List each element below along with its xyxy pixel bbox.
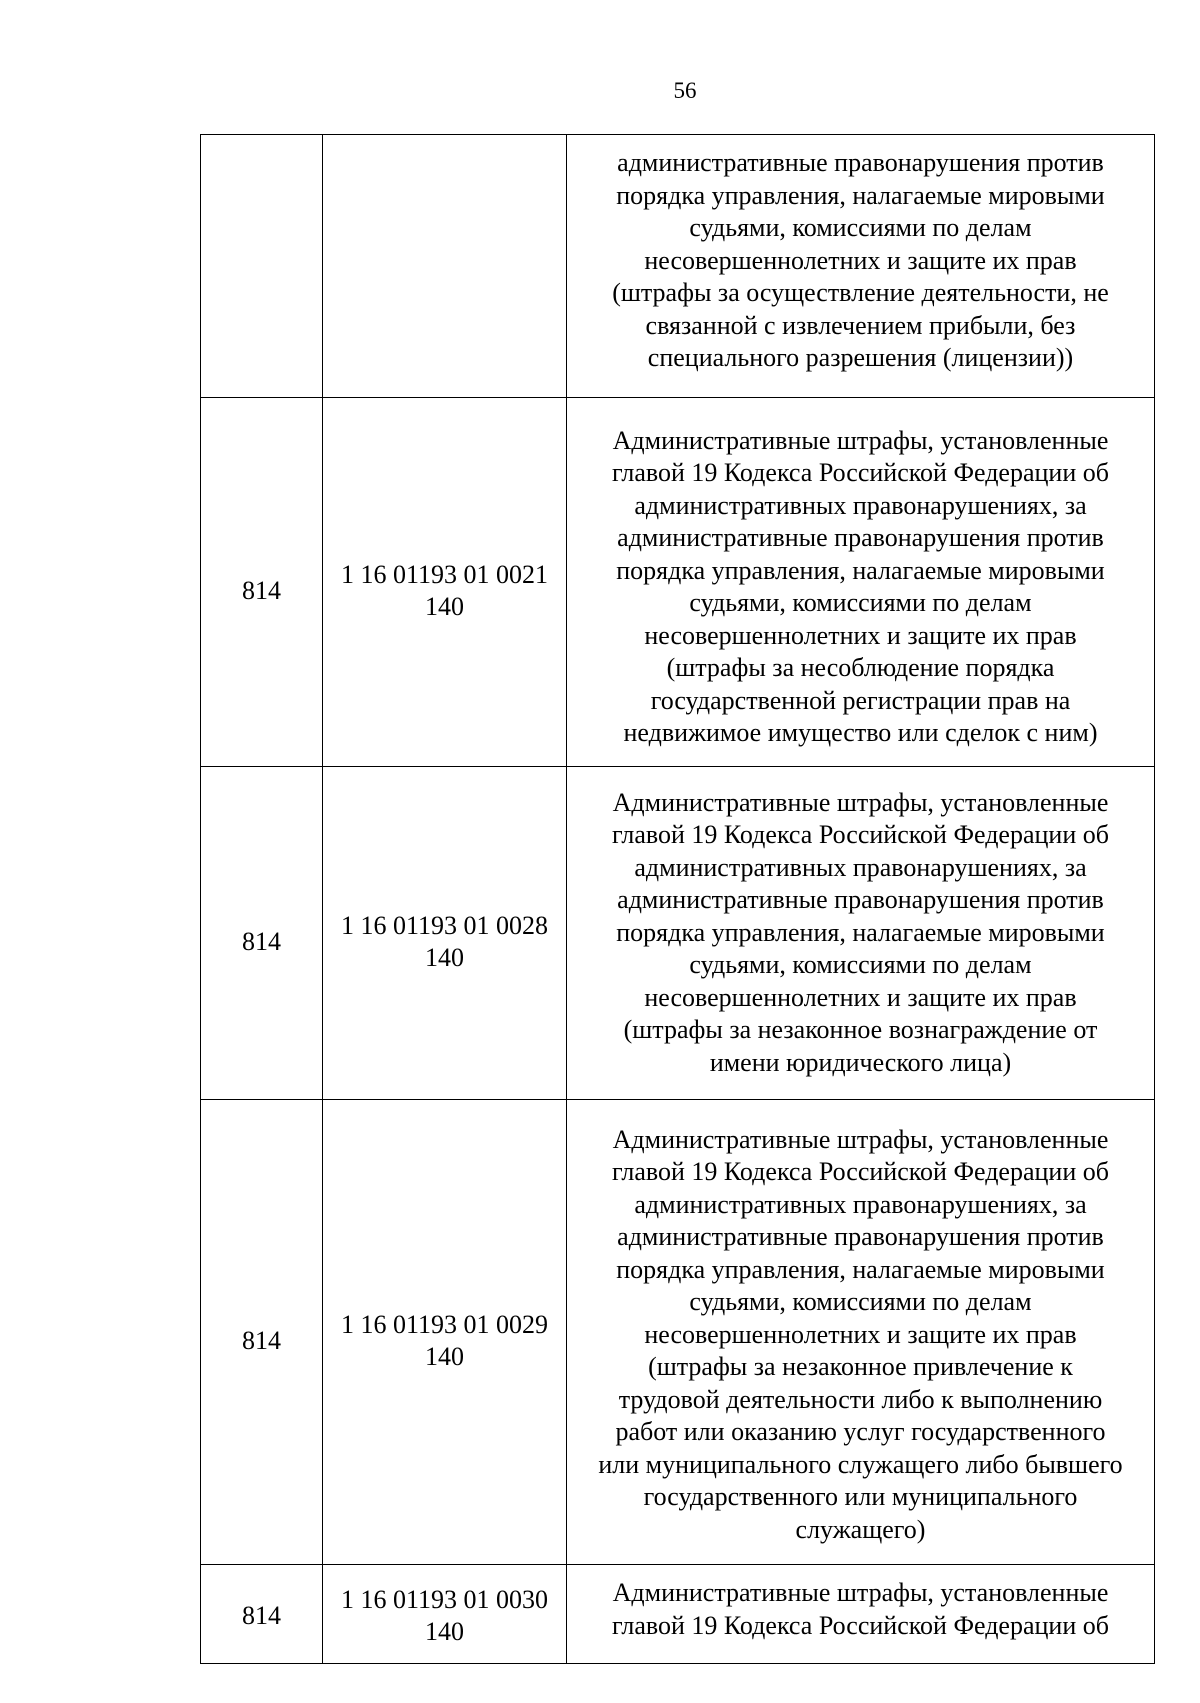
- description-line: (штрафы за незаконное привлечение к: [648, 1352, 1073, 1382]
- budget-code-cell: [323, 1565, 567, 1664]
- description-line: государственной регистрации прав на: [650, 685, 1071, 715]
- budget-code-line: 140: [425, 1342, 464, 1371]
- table-row: [201, 135, 1155, 398]
- description-line: административные правонарушения против: [617, 885, 1104, 915]
- budget-codes-table: [200, 134, 1155, 1664]
- description-line: Административные штрафы, установленные: [612, 1578, 1109, 1607]
- description-line: имени юридического лица): [709, 1047, 1012, 1077]
- budget-code-line: 1 16 01193 01 0030: [340, 1584, 549, 1614]
- description-cell: [567, 1100, 1155, 1565]
- description-line: административных правонарушениях, за: [634, 1189, 1087, 1219]
- admin-code-cell: [201, 135, 323, 398]
- admin-code-cell: 814: [201, 1565, 323, 1664]
- table-row: [201, 1100, 1155, 1565]
- description-line: государственного или муниципального: [643, 1482, 1078, 1512]
- description-line: недвижимое имущество или сделок с ним): [623, 718, 1098, 747]
- description-line: несовершеннолетних и защите их прав: [644, 982, 1077, 1012]
- description-cell: [567, 398, 1155, 767]
- description-line: административные правонарушения против: [617, 148, 1104, 177]
- description-line: Административные штрафы, установленные: [612, 1124, 1109, 1154]
- admin-code-cell: 814: [201, 1100, 323, 1565]
- description-line: главой 19 Кодекса Российской Федерации об: [612, 1610, 1109, 1640]
- description-line: судьями, комиссиями по делам: [689, 588, 1032, 617]
- description-line: работ или оказанию услуг государственного: [615, 1417, 1106, 1447]
- table-row: [201, 1565, 1155, 1664]
- budget-code-line: 140: [425, 1617, 464, 1646]
- description-line: специального разрешения (лицензии)): [647, 343, 1074, 372]
- description-line: административных правонарушениях, за: [634, 852, 1087, 882]
- description-line: порядка управления, налагаемые мировыми: [616, 555, 1105, 585]
- description-line: административных правонарушениях, за: [634, 490, 1087, 520]
- description-line: служащего): [795, 1514, 926, 1544]
- description-line: судьями, комиссиями по делам: [689, 950, 1032, 980]
- description-line: судьями, комиссиями по делам: [689, 213, 1032, 242]
- table-row: [201, 767, 1155, 1100]
- page-number: 56: [673, 78, 697, 103]
- description-line: несовершеннолетних и защите их прав: [644, 620, 1077, 650]
- description-line: (штрафы за несоблюдение порядка: [666, 653, 1055, 682]
- description-line: главой 19 Кодекса Российской Федерации об: [612, 458, 1109, 487]
- description-line: (штрафы за незаконное вознаграждение от: [623, 1015, 1098, 1045]
- budget-code-cell: [323, 767, 567, 1100]
- budget-code-line: 1 16 01193 01 0029: [340, 1309, 549, 1339]
- description-line: порядка управления, налагаемые мировыми: [616, 1254, 1105, 1284]
- description-line: или муниципального служащего либо бывшего: [598, 1449, 1123, 1479]
- admin-code-cell: 814: [201, 398, 323, 767]
- admin-code-cell: 814: [201, 767, 323, 1100]
- description-line: порядка управления, налагаемые мировыми: [616, 180, 1105, 210]
- description-cell: [567, 1565, 1155, 1664]
- description-line: несовершеннолетних и защите их прав: [644, 1319, 1077, 1349]
- budget-code-line: 1 16 01193 01 0028: [340, 910, 549, 940]
- description-line: главой 19 Кодекса Российской Федерации об: [612, 820, 1109, 850]
- description-line: Административные штрафы, установленные: [612, 787, 1109, 817]
- budget-code-cell: [323, 135, 567, 398]
- description-line: Административные штрафы, установленные: [612, 425, 1109, 455]
- description-cell: [567, 135, 1155, 398]
- budget-code-line: 1 16 01193 01 0021: [340, 559, 549, 589]
- budget-code-cell: [323, 1100, 567, 1565]
- budget-code-cell: [323, 398, 567, 767]
- table-row: [201, 398, 1155, 767]
- description-line: несовершеннолетних и защите их прав: [644, 245, 1077, 275]
- table-body: [201, 135, 1155, 1664]
- budget-code-line: 140: [425, 592, 464, 621]
- description-line: административные правонарушения против: [617, 523, 1104, 552]
- description-line: связанной с извлечением прибыли, без: [645, 310, 1076, 340]
- description-line: главой 19 Кодекса Российской Федерации об: [612, 1157, 1109, 1187]
- description-line: судьями, комиссиями по делам: [689, 1287, 1032, 1317]
- description-line: (штрафы за осуществление деятельности, не: [612, 278, 1109, 307]
- description-line: административные правонарушения против: [617, 1222, 1104, 1252]
- description-cell: [567, 767, 1155, 1100]
- budget-code-line: 140: [425, 943, 464, 972]
- description-line: трудовой деятельности либо к выполнению: [618, 1384, 1103, 1414]
- description-line: порядка управления, налагаемые мировыми: [616, 917, 1105, 947]
